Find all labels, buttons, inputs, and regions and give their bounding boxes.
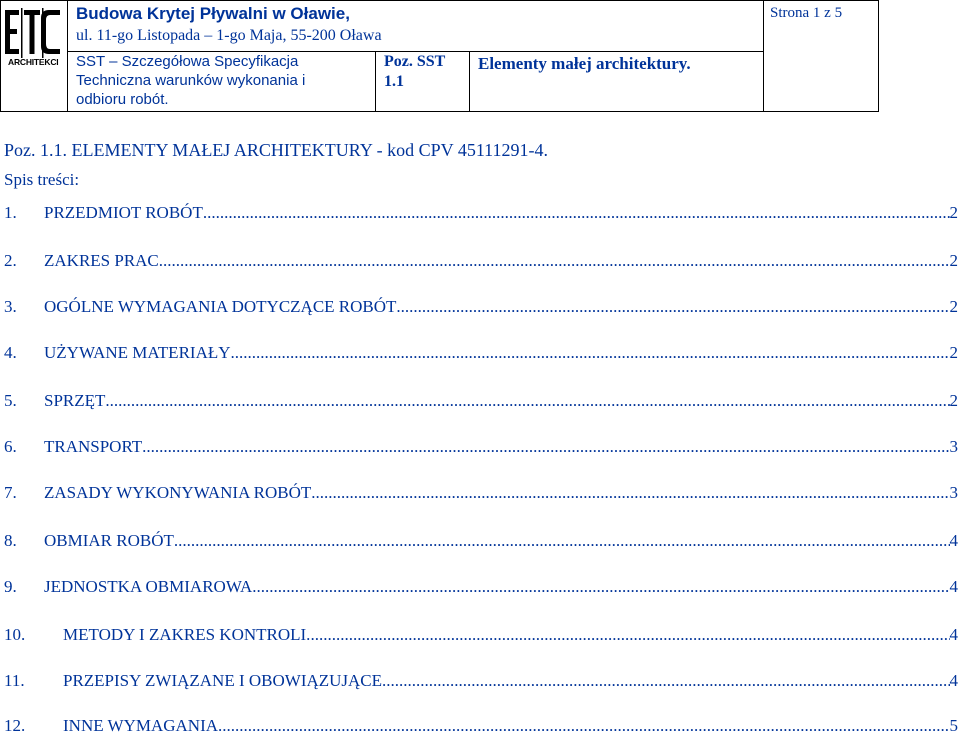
toc-entry[interactable] — [4, 203, 960, 227]
toc-leader-dots — [311, 483, 949, 503]
toc-entry-number: 1. — [4, 203, 44, 223]
toc-entry-label: ZASADY WYKONYWANIA ROBÓT — [44, 483, 311, 503]
header-divider — [67, 0, 68, 112]
toc-leader-dots — [105, 391, 949, 411]
sst-line-3: odbioru robót. — [76, 91, 169, 108]
toc-leader-dots — [231, 343, 950, 363]
toc-leader-dots — [386, 671, 949, 691]
header-divider — [67, 51, 763, 52]
toc-entry-page: 4 — [950, 531, 960, 551]
sst-line-1: SST – Szczegółowa Specyfikacja — [76, 53, 298, 70]
toc-entry-number: 4. — [4, 343, 44, 363]
toc-entry[interactable] — [4, 437, 960, 461]
toc-entry-label: PRZEDMIOT ROBÓT — [44, 203, 203, 223]
toc-leader-dots — [174, 531, 950, 551]
toc-entry[interactable] — [4, 671, 960, 695]
toc-leader-dots — [222, 716, 949, 736]
toc-entry-page: 4 — [950, 671, 960, 691]
toc-entry-page: 2 — [950, 297, 960, 317]
toc-entry[interactable] — [4, 577, 960, 601]
poz-label: Poz. SST — [384, 53, 445, 71]
toc-entry-label: SPRZĘT — [44, 391, 105, 411]
toc-entry-page: 3 — [950, 483, 960, 503]
toc-entry-page: 2 — [950, 343, 960, 363]
section-title: Poz. 1.1. ELEMENTY MAŁEJ ARCHITEKTURY - kod CPV 45111291-4. — [4, 140, 548, 161]
toc-entry-number: 11. — [4, 671, 63, 691]
toc-entry-label: PRZEPISY ZWIĄZANE I OBOWIĄZUJĄCE. — [63, 671, 386, 691]
header-divider — [763, 0, 764, 112]
toc-entry-label: OBMIAR ROBÓT — [44, 531, 174, 551]
toc-entry-number: 3. — [4, 297, 44, 317]
toc-entry-label: ZAKRES PRAC. — [44, 251, 163, 271]
toc-entry-page: 2 — [950, 391, 960, 411]
toc-entry[interactable] — [4, 343, 960, 367]
toc-entry-page: 4 — [950, 577, 960, 597]
toc-heading: Spis treści: — [4, 170, 79, 190]
page-number: Strona 1 z 5 — [770, 5, 842, 22]
poz-value: 1.1 — [384, 73, 404, 91]
toc-entry-number: 5. — [4, 391, 44, 411]
toc-entry-page: 2 — [950, 251, 960, 271]
toc-entry[interactable] — [4, 251, 960, 275]
toc-entry-number: 10. — [4, 625, 63, 645]
toc-entry-label: INNE WYMAGANIA. — [63, 716, 222, 736]
toc-entry[interactable] — [4, 716, 960, 740]
toc-entry[interactable] — [4, 531, 960, 555]
logo-caption: ARCHITEKCI — [8, 57, 64, 67]
toc-entry-number: 2. — [4, 251, 44, 271]
toc-entry-number: 6. — [4, 437, 44, 457]
toc-entry[interactable] — [4, 483, 960, 507]
toc-leader-dots — [310, 625, 949, 645]
toc-leader-dots — [203, 203, 950, 223]
toc-entry-label: METODY I ZAKRES KONTROLI. — [63, 625, 310, 645]
toc-leader-dots — [252, 577, 949, 597]
toc-entry-number: 12. — [4, 716, 63, 736]
toc-entry-label: TRANSPORT — [44, 437, 142, 457]
toc-entry-page: 4 — [950, 625, 960, 645]
sst-line-2: Techniczna warunków wykonania i — [76, 72, 305, 89]
toc-entry-number: 8. — [4, 531, 44, 551]
toc-entry-label: UŻYWANE MATERIAŁY — [44, 343, 231, 363]
toc-entry[interactable] — [4, 391, 960, 415]
document-header — [0, 0, 879, 110]
header-divider — [375, 51, 376, 112]
toc-entry[interactable] — [4, 297, 960, 321]
toc-leader-dots — [142, 437, 949, 457]
toc-entry-number: 9. — [4, 577, 44, 597]
toc-entry[interactable] — [4, 625, 960, 649]
toc-entry-number: 7. — [4, 483, 44, 503]
project-address: ul. 11-go Listopada – 1-go Maja, 55-200 Oława — [76, 27, 382, 45]
toc-entry-page: 3 — [950, 437, 960, 457]
toc-entry-label: JEDNOSTKA OBMIAROWA — [44, 577, 252, 597]
toc-leader-dots — [163, 251, 949, 271]
project-title: Budowa Krytej Pływalni w Oławie, — [76, 4, 350, 24]
toc-entry-page: 2 — [950, 203, 960, 223]
toc-entry-page: 5 — [950, 716, 960, 736]
toc-leader-dots — [396, 297, 949, 317]
header-divider — [469, 51, 470, 112]
toc-entry-label: OGÓLNE WYMAGANIA DOTYCZĄCE ROBÓT — [44, 297, 396, 317]
element-title: Elementy małej architektury. — [478, 54, 691, 74]
